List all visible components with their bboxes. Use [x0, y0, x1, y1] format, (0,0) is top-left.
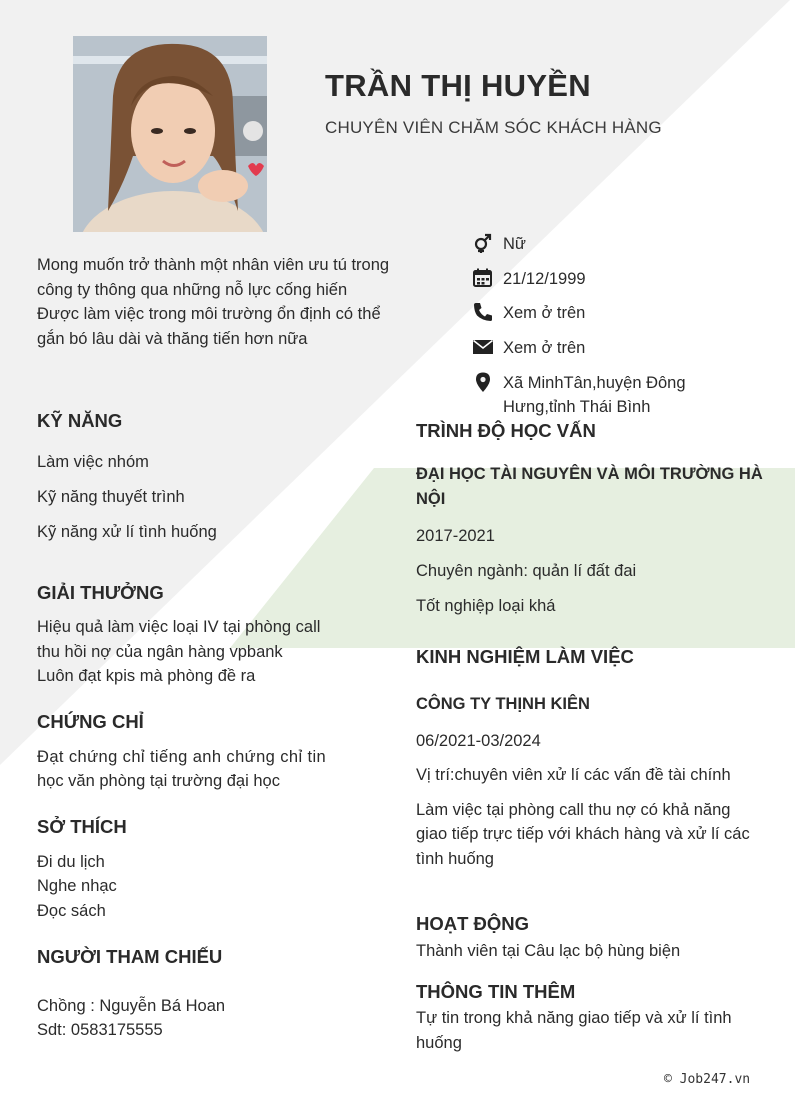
gender-value: Nữ [503, 235, 526, 253]
activity-text: Thành viên tại Câu lạc bộ hùng biện [416, 942, 681, 960]
contact-gender [472, 232, 526, 256]
candidate-name: TRẦN THỊ HUYỀN [325, 68, 591, 103]
reference-line: Chồng : Nguyễn Bá Hoan [37, 997, 226, 1015]
reference-line: Sdt: 0583175555 [37, 1021, 163, 1039]
experience-period: 06/2021-03/2024 [416, 732, 541, 750]
education-major: Chuyên ngành: quản lí đất đai [416, 562, 637, 580]
contact-email [472, 336, 585, 360]
references-heading: NGƯỜI THAM CHIẾU [37, 946, 223, 967]
skill-item: Kỹ năng thuyết trình [37, 488, 185, 506]
hobbies-heading: SỞ THÍCH [37, 816, 127, 837]
objective-line: Mong muốn trở thành một nhân viên ưu tú trong [37, 256, 390, 274]
experience-desc-line: Làm việc tại phòng call thu nợ có khả năng [416, 801, 731, 819]
experience-position: Vị trí:chuyên viên xử lí các vấn đề tài chính [416, 766, 731, 784]
phone-value: Xem ở trên [503, 304, 586, 322]
certificate-line: học văn phòng tại trường đại học [37, 772, 280, 790]
birthday-value: 21/12/1999 [503, 270, 586, 288]
experience-heading: KINH NGHIỆM LÀM VIỆC [416, 646, 634, 667]
experience-desc-line: tình huống [416, 850, 494, 868]
education-grade: Tốt nghiệp loại khá [416, 597, 556, 615]
skills-heading: KỸ NĂNG [37, 410, 123, 431]
skill-item: Làm việc nhóm [37, 453, 149, 471]
additional-info-heading: THÔNG TIN THÊM [416, 981, 576, 1002]
job-title: CHUYÊN VIÊN CHĂM SÓC KHÁCH HÀNG [325, 118, 662, 137]
profile-photo [73, 36, 267, 232]
address-line: Xã MinhTân,huyện Đông [503, 374, 686, 392]
award-line: Luôn đạt kpis mà phòng đề ra [37, 667, 256, 685]
activities-heading: HOẠT ĐỘNG [416, 913, 530, 934]
additional-info-line: huống [416, 1034, 462, 1052]
calendar-icon [472, 267, 494, 289]
contact-address [472, 371, 686, 419]
school-name-line: ĐẠI HỌC TÀI NGUYÊN VÀ MÔI TRƯỜNG HÀ [416, 465, 763, 483]
phone-icon [472, 301, 494, 323]
skill-item: Kỹ năng xử lí tình huống [37, 523, 217, 541]
email-icon [472, 336, 494, 358]
award-line: thu hồi nợ của ngân hàng vpbank [37, 643, 283, 661]
additional-info-line: Tự tin trong khả năng giao tiếp và xử lí tình [416, 1009, 732, 1027]
contact-birthday [472, 267, 586, 291]
objective-line: gắn bó lâu dài và thăng tiến hơn nữa [37, 329, 308, 348]
location-icon [472, 371, 494, 393]
awards-heading: GIẢI THƯỞNG [37, 582, 164, 603]
objective-line: Được làm việc trong môi trường ổn định có thể [37, 305, 381, 323]
certificates-heading: CHỨNG CHỈ [37, 711, 144, 732]
school-name-line: NỘI [416, 490, 446, 508]
award-line: Hiệu quả làm việc loại IV tại phòng call [37, 618, 321, 636]
email-value: Xem ở trên [503, 339, 586, 357]
hobby-item: Nghe nhạc [37, 877, 117, 895]
hobby-item: Đi du lịch [37, 853, 105, 871]
certificate-line: Đạt chứng chỉ tiếng anh chứng chỉ tin [37, 748, 327, 766]
hobby-item: Đọc sách [37, 902, 106, 920]
address-line: Hưng,tỉnh Thái Bình [503, 398, 651, 416]
career-objective [37, 253, 417, 351]
gender-icon [472, 232, 494, 254]
watermark-footer: © Job247.vn [664, 1072, 751, 1087]
education-heading: TRÌNH ĐỘ HỌC VẤN [416, 420, 596, 441]
experience-desc-line: giao tiếp trực tiếp với khách hàng và xử lí các [416, 825, 750, 843]
objective-line: công ty thông qua những nỗ lực cống hiến [37, 280, 348, 299]
education-period: 2017-2021 [416, 527, 495, 545]
contact-phone [472, 301, 585, 325]
company-name: CÔNG TY THỊNH KIÊN [416, 695, 590, 713]
